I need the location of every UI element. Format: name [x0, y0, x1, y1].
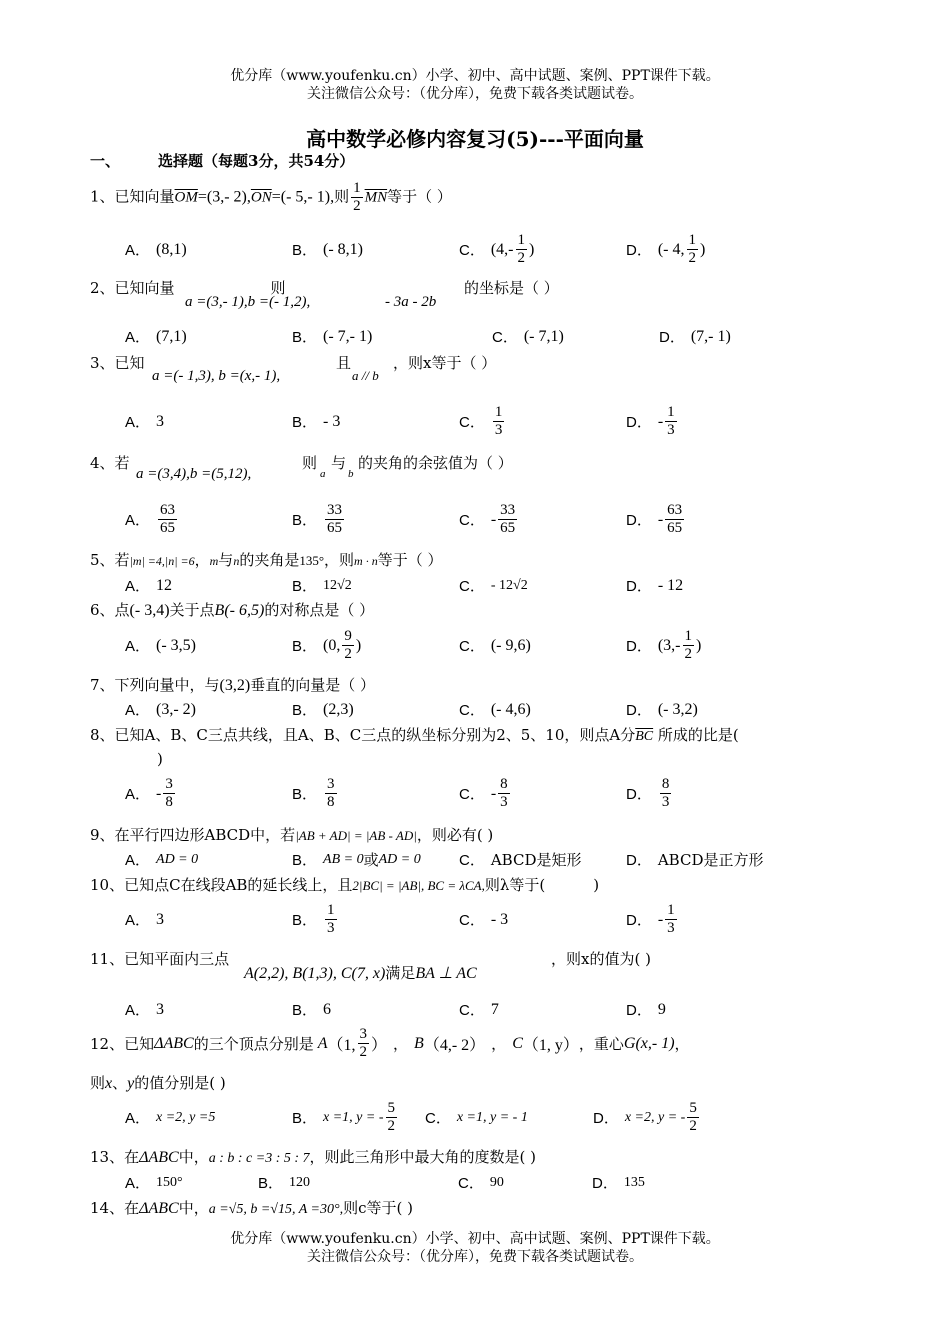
option-a[interactable]: A． x =2, y =5: [125, 1109, 216, 1127]
q1-fraction: $\frac{1}{2}$: [353, 180, 361, 214]
question-3-parallel: a // b: [352, 368, 379, 383]
question-7-stem: 7、下列向量中，与(3,2)垂直的向量是（ ）: [90, 676, 375, 694]
option-b[interactable]: B． (- 8,1): [292, 240, 363, 259]
question-8-options: [125, 776, 885, 811]
option-a[interactable]: A． 12: [125, 576, 173, 595]
option-d[interactable]: D． $\frac{8}{3}$: [626, 776, 670, 810]
question-4-vec-a: a: [320, 468, 326, 480]
option-c[interactable]: C． 7: [459, 1000, 499, 1019]
q1-vector-on: $\overline{ON}$: [250, 189, 272, 206]
option-c[interactable]: C． x =1, y = - 1: [425, 1109, 528, 1127]
question-8-stem-end: ): [157, 750, 163, 768]
option-c[interactable]: C． (4,- $\frac{1}{2}$ ): [459, 232, 535, 266]
q1-math: =(- 5,- 1),: [271, 188, 335, 206]
question-12-stem: 12、已知 ΔABC 的三个顶点分别是 A （1, $\frac{3}{2}$ ） ， B （4,- 2） ， C （1, y） ，重心 G(x,- 1) ，: [90, 1026, 690, 1060]
option-c[interactable]: C． ABCD是矩形: [459, 851, 582, 869]
question-4-stem-cont: 则 与 的夹角的余弦值为（ ）: [302, 454, 513, 472]
option-d[interactable]: D． - $\frac{63}{65}$: [626, 502, 683, 536]
question-9-stem: 9、在平行四边形ABCD中，若|AB + AD| = |AB - AD|，则必有( ): [90, 826, 494, 844]
footer-line-1: 优分库（www.youfenku.cn）小学、初中、高中试题、案例、PPT课件下载。: [230, 1231, 720, 1247]
option-a[interactable]: A． 3: [125, 1000, 165, 1019]
question-10-stem: 10、已知点C在线段AB的延长线上，且2|BC| = |AB|, BC = λCA,则λ等于( ): [90, 876, 600, 894]
option-c[interactable]: C． - 3: [459, 910, 509, 929]
option-a[interactable]: A． (8,1): [125, 240, 187, 259]
option-b[interactable]: B． (0, $\frac{9}{2}$ ): [292, 628, 362, 662]
question-1-stem: [90, 180, 452, 215]
question-8-stem: 8、已知A、B、C三点共线，且A、B、C三点的纵坐标分别为2、5、10，则点A分$\overline{BC}$ 所成的比是(: [90, 726, 739, 744]
question-3-options: [125, 404, 885, 439]
question-6-stem: 6、点(- 3,4)关于点B(- 6,5)的对称点是（ ）: [90, 601, 375, 619]
option-d[interactable]: D． - $\frac{1}{3}$: [626, 404, 675, 438]
question-2-options: [125, 326, 885, 347]
option-a[interactable]: A． (- 3,5): [125, 636, 196, 655]
question-2-math-expr: - 3a - 2b: [385, 294, 437, 310]
option-d[interactable]: D． - 12: [626, 576, 684, 595]
question-13-options: [125, 1172, 885, 1193]
question-4-vec-b: b: [348, 468, 354, 480]
question-4-math: a =(3,4),b =(5,12),: [136, 466, 252, 482]
question-4-stem: 4、若: [90, 454, 130, 472]
option-b[interactable]: B． $\frac{33}{65}$: [292, 502, 343, 536]
question-12-options: [125, 1100, 885, 1135]
question-3-stem-cont: 且 ，则x等于（ ）: [336, 354, 497, 372]
question-12-stem-line2: 则x、y的值分别是( ): [90, 1074, 226, 1092]
section-label: 选择题（每题3分，共54分）: [158, 152, 355, 170]
option-b[interactable]: B． $\frac{3}{8}$: [292, 776, 335, 810]
option-a[interactable]: A． 3: [125, 910, 165, 929]
option-b[interactable]: B． $\frac{1}{3}$: [292, 902, 335, 936]
question-11-math: A(2,2), B(1,3), C(7, x)满足BA ⊥ AC: [244, 964, 477, 982]
option-c[interactable]: C． 90: [458, 1174, 504, 1192]
option-d[interactable]: D． ABCD是正方形: [626, 851, 764, 869]
section-number: 一、: [90, 152, 121, 170]
question-9-options: [125, 849, 885, 870]
option-b[interactable]: B． AB = 0 或 AD = 0: [292, 851, 421, 869]
option-c[interactable]: C． - 12√2: [459, 577, 528, 595]
option-b[interactable]: B． - 3: [292, 412, 341, 431]
footer-line-2: 关注微信公众号：（优分库），免费下载各类试题试卷。: [307, 1249, 643, 1265]
option-c[interactable]: C． - $\frac{33}{65}$: [459, 502, 516, 536]
q1-vector-mn: $\overline{MN}$: [364, 189, 388, 206]
question-7-options: [125, 699, 885, 720]
q1-text: 则: [334, 187, 350, 206]
option-d[interactable]: D． - $\frac{1}{3}$: [626, 902, 675, 936]
option-a[interactable]: A． $\frac{63}{65}$: [125, 502, 176, 536]
option-b[interactable]: B． 12√2: [292, 577, 352, 595]
option-d[interactable]: D． (- 3,2): [626, 700, 698, 719]
option-b[interactable]: B． 120: [258, 1174, 311, 1192]
option-d[interactable]: D． (7,- 1): [659, 327, 731, 346]
question-14-stem: 14、在ΔABC中，a =√5, b =√15, A =30°,则c等于( ): [90, 1199, 413, 1217]
option-c[interactable]: C． - $\frac{8}{3}$: [459, 776, 508, 810]
q1-math: =(3,- 2),: [197, 188, 251, 206]
q1-text: 1、已知向量: [90, 187, 175, 206]
question-13-stem: 13、在ΔABC中，a : b : c =3 : 5 : 7，则此三角形中最大角的度数是( ): [90, 1148, 537, 1166]
q1-text: 等于（ ）: [387, 187, 452, 206]
question-6-options: [125, 628, 885, 663]
header-line-2: 关注微信公众号：（优分库），免费下载各类试题试卷。: [307, 86, 643, 102]
question-3-math: a =(- 1,3), b =(x,- 1),: [152, 368, 281, 384]
option-a[interactable]: A． AD = 0: [125, 851, 199, 869]
question-2-stem-end: 的坐标是（ ）: [464, 279, 559, 297]
question-2-math: a =(3,- 1),b =(- 1,2),: [185, 294, 311, 310]
option-d[interactable]: D． 9: [626, 1000, 666, 1019]
question-10-options: [125, 902, 885, 937]
header-line-1: 优分库（www.youfenku.cn）小学、初中、高中试题、案例、PPT课件下载。: [230, 68, 720, 84]
question-3-stem: 3、已知: [90, 354, 145, 372]
option-b[interactable]: B． (- 7,- 1): [292, 327, 373, 346]
option-b[interactable]: B． x =1, y = - $\frac{5}{2}$: [292, 1100, 395, 1134]
question-2-stem: 2、已知向量 则: [90, 279, 286, 297]
option-d[interactable]: D． 135: [592, 1174, 645, 1192]
option-d[interactable]: D． (3,- $\frac{1}{2}$ ): [626, 628, 702, 662]
question-5-options: [125, 575, 885, 596]
option-c[interactable]: C． (- 7,1): [492, 327, 564, 346]
option-a[interactable]: A． 150°: [125, 1174, 183, 1192]
question-11-stem-end: ，则x的值为( ): [551, 950, 651, 968]
question-11-stem: 11、已知平面内三点: [90, 950, 230, 968]
option-a[interactable]: A． (3,- 2): [125, 700, 196, 719]
option-b[interactable]: B． (2,3): [292, 700, 354, 719]
question-1-options: [125, 232, 885, 267]
section-heading: [90, 150, 354, 171]
question-4-options: [125, 502, 885, 537]
option-a[interactable]: A． 3: [125, 412, 165, 431]
option-d[interactable]: D． (- 4, $\frac{1}{2}$ ): [626, 232, 706, 266]
option-d[interactable]: D． x =2, y = - $\frac{5}{2}$: [593, 1100, 697, 1134]
page-title: 高中数学必修内容复习(5)---平面向量: [306, 127, 644, 151]
option-b[interactable]: B． 6: [292, 1000, 332, 1019]
question-5-stem: 5、若|m| =4,|n| =6，m与n的夹角是135°，则m · n等于（ ）: [90, 551, 443, 569]
option-c[interactable]: C． (- 4,6): [459, 700, 531, 719]
option-c[interactable]: C． (- 9,6): [459, 636, 531, 655]
option-a[interactable]: A． - $\frac{3}{8}$: [125, 776, 173, 810]
option-c[interactable]: C． $\frac{1}{3}$: [459, 404, 503, 438]
option-a[interactable]: A． (7,1): [125, 327, 187, 346]
q1-vector-om: $\overline{OM}$: [174, 189, 198, 206]
question-11-options: [125, 999, 885, 1020]
